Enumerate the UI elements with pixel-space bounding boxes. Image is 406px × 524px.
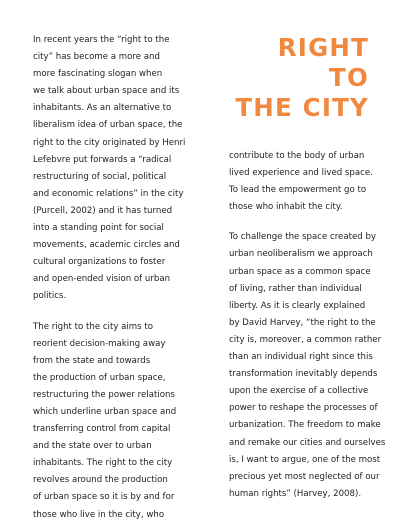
text-line: urban space as a common space: [229, 266, 371, 277]
text-line: than an individual right since this: [229, 352, 373, 363]
text-line: movements, academic circles and: [33, 240, 180, 251]
title-line: TO: [329, 63, 369, 92]
text-line: which underline urban space and: [33, 406, 177, 417]
text-line: reorient decision-making away: [33, 338, 166, 349]
text-line: To lead the empowerment go to: [229, 185, 367, 196]
text-line: precious yet most neglected of our: [229, 471, 380, 482]
title-line: THE CITY: [235, 93, 369, 122]
text-line: In recent years the “right to the: [33, 35, 170, 45]
text-line: restructuring the power relations: [33, 389, 175, 400]
text-line: inhabitants. As an alternative to: [33, 103, 172, 114]
text-line: upon the exercise of a collective: [229, 386, 369, 397]
text-line: inhabitants. The right to the city: [33, 458, 173, 469]
text-line: contribute to the body of urban: [229, 151, 365, 161]
text-line: city” has become a more and: [33, 52, 160, 63]
text-line: restructuring of social, political: [33, 171, 167, 182]
text-line: those who live in the city, who: [33, 509, 165, 520]
text-line: of urban space so it is by and for: [33, 492, 175, 503]
left-text-column: [33, 32, 223, 524]
text-line: urbanization. The freedom to make: [229, 420, 381, 431]
paragraph-neoliberalism: [229, 229, 389, 503]
text-line: liberalism idea of urban space, the: [33, 120, 183, 131]
text-line: urban neoliberalism we approach: [229, 249, 373, 260]
text-line: and remake our cities and ourselves: [229, 437, 386, 448]
text-line: (Purcell, 2002) and it has turned: [33, 205, 173, 216]
text-line: from the state and towards: [33, 355, 151, 366]
text-line: right to the city originated by Henri: [33, 137, 186, 148]
text-line: The right to the city aims to: [33, 321, 153, 332]
text-line: liberty. As it is clearly explained: [229, 300, 366, 311]
text-line: revolves around the production: [33, 475, 168, 486]
text-line: more fascinating slogan when: [33, 69, 163, 80]
text-line: human rights” (Harvey, 2008).: [229, 488, 362, 499]
paragraph-right-to-city: [33, 319, 223, 524]
title-line: RIGHT: [277, 33, 369, 62]
text-line: To challenge the space created by: [229, 232, 376, 243]
text-line: is, I want to argue, one of the most: [229, 454, 381, 465]
text-line: the production of urban space,: [33, 372, 166, 383]
text-line: power to reshape the processes of: [229, 403, 378, 414]
text-line: by David Harvey, “the right to the: [229, 317, 376, 328]
text-line: into a standing point for social: [33, 223, 164, 234]
page-title: [209, 33, 369, 123]
text-line: city is, moreover, a common rather: [229, 334, 382, 345]
paragraph-continuation: [229, 148, 389, 216]
text-line: and the state over to urban: [33, 441, 152, 452]
text-line: politics.: [33, 291, 67, 302]
text-line: transferring control from capital: [33, 424, 171, 435]
paragraph-intro: [33, 32, 223, 306]
right-text-column: [229, 148, 389, 503]
text-line: Lefebvre put forwards a “radical: [33, 154, 172, 165]
text-line: cultural organizations to foster: [33, 257, 166, 268]
text-line: of living, rather than individual: [229, 283, 362, 294]
text-line: we talk about urban space and its: [33, 86, 180, 97]
text-line: lived experience and lived space.: [229, 168, 373, 179]
text-line: those who inhabit the city.: [229, 202, 343, 213]
text-line: and economic relations” in the city: [33, 188, 184, 199]
text-line: and open-ended vision of urban: [33, 274, 171, 285]
text-line: transformation inevitably depends: [229, 369, 378, 380]
